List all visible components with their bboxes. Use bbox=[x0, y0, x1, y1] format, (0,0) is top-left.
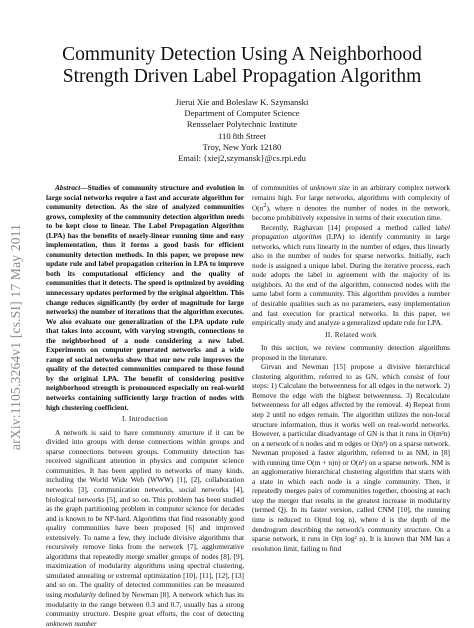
raghavan-text-1: Recently, Raghavan [14] proposed a method called bbox=[261, 222, 436, 232]
title-line-1: Community Detection Using A Neighborhood bbox=[62, 44, 422, 65]
right-paragraph-2 bbox=[252, 223, 450, 328]
abstract-label: Abstract bbox=[55, 183, 81, 192]
author-names: Jierui Xie and Boleslaw K. Szymanski bbox=[175, 97, 309, 107]
related-paragraph-1: In this section, we review community detection algorithms proposed in the literature. bbox=[252, 343, 450, 362]
section-heading-introduction: I. Introduction bbox=[121, 415, 169, 424]
right-text-3: ), where n denotes the number of nodes in the network, become prohibitively expensive in terms of their execution time. bbox=[252, 203, 450, 223]
right-column bbox=[252, 183, 450, 553]
right-em-unknown-size: unknown size bbox=[309, 183, 350, 192]
raghavan-text-2: (LPA) to identify community in large networks, which runs linearly in the number of edges, thus linearly also in the number of nodes for sparse networks. Initially, each node is assigned a unique label. During the iterative process, each node adopts the label in agreement with the majority of its neighbors. At the end of the algorithm, connected nodes with the same label form a community. This algorithm provides a number of desirable qualities such as no parameters, easy implementation and fast execution for practical networks. In this paper, we empirically study and analyze a generalized update rule for LPA. bbox=[252, 232, 450, 328]
right-text-1: of communities of bbox=[252, 183, 310, 192]
intro-em-unknown-number: unknown number bbox=[46, 618, 97, 628]
author-block bbox=[40, 97, 444, 164]
affiliation-dept: Department of Computer Science bbox=[184, 108, 300, 119]
title-line-2: Strength Driven Label Propagation Algorithm bbox=[62, 66, 422, 87]
affiliation-city: Troy, New York 12180 bbox=[202, 141, 282, 152]
section-heading-related-work: II. Related work bbox=[325, 330, 377, 339]
affiliation-addr: 110 8th Street bbox=[218, 130, 266, 141]
intro-text-a: A network is said to have community structure if it can be divided into groups with dense connections within groups and sparse connections between groups. Community detection has received significant attention in physics and computer science communities. It has been applied to networks of many kinds, including the World Wide Web (WWW) [1], [2], collaboration networks [3], communication networks, social networks [4], biological networks [5], and so on. This problem has been studied as the graph partitioning problem in computer science for decades and is known to be NP-hard. Algorithms that find reasonably good quality communities have been proposed [6] and improved extensively. To name a few, they include divisive algorithms that recursively remove links from the network [7], agglomerative algorithms that repeatedly merge smaller groups of nodes [8], [9], maximization of modularity algorithms using spectral clustering, simulated annealing or extremal optimization [10], [11], [12], [13] and so on. The quality of detected communities can be measured using bbox=[46, 427, 244, 599]
intro-text-b: defined by Newman [8]. A network which has its modularity in the range between 0.3 and 0.7, usually has a strong community structure. Despite great efforts, the cost of detecting bbox=[46, 589, 245, 619]
arxiv-stamp-text: arXiv:1105.3264v1 [cs.SI] 17 May 2011 bbox=[8, 223, 23, 450]
related-paragraph-2: Girvan and Newman [15] propose a divisive hierarchical clustering algorithm, referred to as GN, which consist of four steps: 1) Calculate the betweenness for all edges in the network. 2) Remove the edge with the highest betweenness. 3) Recalculate betweenness for all edges affected by the removal. 4) Repeat from step 2 until no edges remain. The algorithm utilizes the non-local structure information, thus it works well on real-world networks. However, a particular disadvantage of GN is that it runs in O(m²n) on a network of n nodes and m edges or O(n³) on a sparse network. Newman proposed a faster algorithm, referred to as NM, in [8] with running time O(m + n)n) or O(n²) on a sparse network. NM is an agglomerative hierarchical clustering algorithm that starts with a state in which each node is a single community. Then, it repeatedly merges pairs of communities together, choosing at each step the merger that results in the greatest increase in modularity (termed Q). In its faster version, called CNM [10], the running time is reduced to O(md log n), where d is the depth of the dendrogram describing the network's community structure. On a sparse network, it runs in O(n log² n). It is known that NM has a resolution limit, failing to find bbox=[252, 362, 450, 553]
left-column bbox=[46, 183, 244, 628]
arxiv-stamp bbox=[6, 150, 26, 450]
affiliation-inst: Rensselaer Polytechnic Institute bbox=[186, 119, 298, 130]
author-email: Email: {xiej2,szymansk}@cs.rpi.edu bbox=[178, 153, 306, 164]
abstract bbox=[46, 183, 244, 412]
paper-title bbox=[40, 44, 444, 88]
right-sup: 2 bbox=[263, 203, 267, 210]
intro-em-modularity: modularity bbox=[63, 589, 97, 599]
intro-paragraph bbox=[46, 428, 244, 628]
right-text-2: in an arbitrary complex network remains high. For large networks, algorithms with complexity of O(n bbox=[252, 183, 450, 213]
raghavan-em-lpa: label propagation algorithm bbox=[252, 222, 450, 242]
abstract-text: —Studies of community structure and evolution in large social networks require a fast and accurate algorithm for community detection. As the size of analyzed communities grows, complexity of the community detection algorithm needs to be kept close to linear. The Label Propagation Algorithm (LPA) has the benefits of nearly-linear running time and easy implementation, thus it forms a good basis for efficient community detection methods. In this paper, we propose new update rule and label propagation criterion in LPA to improve both its computational efficiency and the quality of communities that it detects. The speed is optimized by avoiding unnecessary updates performed by the original algorithm. This change reduces significantly (by order of magnitude for large networks) the number of iterations that the algorithm executes. We also evaluate our generalization of the LPA update rule that takes into account, with varying strength, connections to the neighborhood of a node considering a new label. Experiments on computer generated networks and a wide range of social networks show that our new rule improves the quality of the detected communities compared to those found by the original LPA. The benefit of considering positive neighborhood strength is pronounced especially on real-world networks containing sufficiently large fraction of nodes with high clustering coefficient. bbox=[46, 183, 244, 412]
right-paragraph-1 bbox=[252, 183, 450, 223]
